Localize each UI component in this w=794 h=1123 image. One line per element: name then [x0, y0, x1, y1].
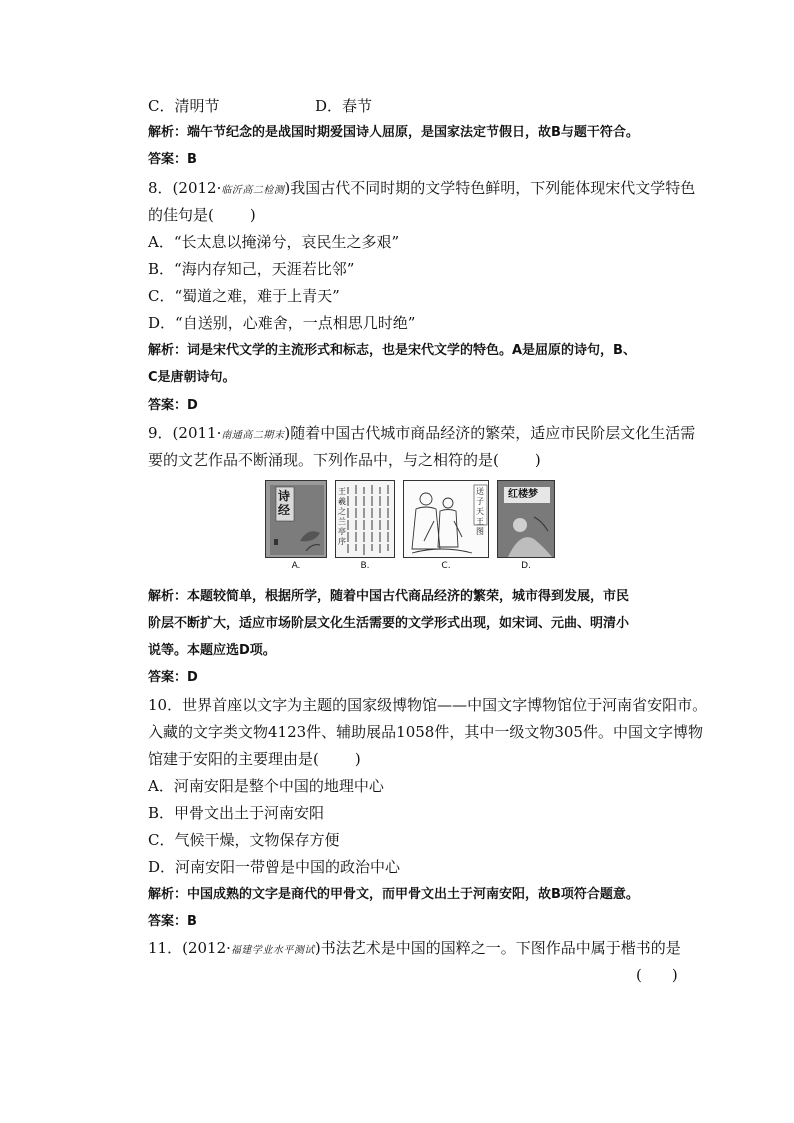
q11-number: 11．(2012· [148, 939, 231, 957]
q9-stem-text2: 要的文艺作品不断涌现。下列作品中，与之相符的是( [148, 451, 499, 469]
q10-stem-3 [148, 749, 361, 769]
q10-stem-2: 入藏的文字类文物4123件、辅助展品1058件，其中一级文物305件。中国文字博物 [148, 723, 703, 741]
q11-answer-paren: ( ) [636, 966, 678, 984]
q7-options-row [148, 96, 373, 116]
q10-explanation: 解析：中国成熟的文字是商代的甲骨文，而甲骨文出土于河南安阳，故B项符合题意。 [148, 887, 639, 902]
q9-source: 南通高二期末 [221, 430, 285, 441]
q8-explanation-2: C是唐朝诗句。 [148, 370, 236, 385]
figure-b-caption: B. [360, 561, 370, 571]
q9-number: 9．(2011· [148, 424, 222, 442]
q8-option-d: D．“自送别，心难舍，一点相思几时绝” [148, 314, 416, 332]
q9-answer: 答案：D [148, 670, 198, 685]
q8-stem [148, 178, 695, 201]
q7-explanation: 解析：端午节纪念的是战国时期爱国诗人屈原，是国家法定节假日，故B与题干符合。 [148, 125, 639, 140]
q8-answer: 答案：D [148, 398, 198, 413]
q9-stem [148, 423, 695, 446]
q11-stem [148, 938, 681, 961]
figure-c-painting [403, 480, 489, 558]
q8-number: 8．(2012· [148, 179, 222, 197]
figure-b-calligraphy [335, 480, 395, 558]
q10-option-d: D．河南安阳一带曾是中国的政治中心 [148, 858, 401, 876]
q8-option-c: C．“蜀道之难，难于上青天” [148, 287, 340, 305]
q8-explanation-1: 解析：词是宋代文学的主流形式和标志，也是宋代文学的特色。A是屈原的诗句，B、 [148, 343, 636, 358]
book-cover-image [266, 481, 327, 558]
q9-explanation-2: 阶层不断扩大，适应市场阶层文化生活需要的文学形式出现，如宋词、元曲、明清小 [148, 616, 630, 631]
q10-paren-close: ) [354, 750, 361, 768]
q8-stem-line2 [148, 205, 256, 225]
q10-stem-text3: 馆建于安阳的主要理由是( [148, 750, 319, 768]
figure-b-title: 王羲之兰亭序 [338, 487, 346, 546]
q11-stem-text: )书法艺术是中国的国粹之一。下图作品中属于楷书的是 [314, 939, 681, 957]
figure-d-caption: D. [521, 561, 531, 571]
q8-option-b: B．“海内存知己，天涯若比邻” [148, 260, 355, 278]
q9-explanation-3: 说等。本题应选D项。 [148, 643, 276, 658]
q8-option-a: A．“长太息以掩涕兮，哀民生之多艰” [148, 233, 400, 251]
q9-stem-text: )随着中国古代城市商品经济的繁荣，适应市民阶层文化生活需 [284, 424, 696, 442]
q8-paren-close: ) [249, 206, 256, 224]
q8-stem-text: )我国古代不同时期的文学特色鲜明，下列能体现宋代文学特色 [284, 179, 696, 197]
q9-figures [265, 480, 555, 570]
figure-a-title: 诗经 [278, 489, 291, 517]
q10-stem-1: 10．世界首座以文字为主题的国家级博物馆——中国文字博物馆位于河南省安阳市。 [148, 696, 708, 714]
q7-answer: 答案：B [148, 152, 197, 167]
q10-answer: 答案：B [148, 914, 197, 929]
q8-source: 临沂高二检测 [221, 185, 285, 196]
q9-paren-close: ) [534, 451, 541, 469]
q8-stem-text2: 的佳句是( [148, 206, 214, 224]
q9-stem-line2 [148, 450, 541, 470]
figure-d-title: 红楼梦 [508, 489, 538, 500]
figure-a-book-cover [265, 480, 327, 558]
q9-explanation-1: 解析：本题较简单，根据所学，随着中国古代商品经济的繁荣，城市得到发展，市民 [148, 589, 630, 604]
figure-d-book-cover [497, 480, 555, 558]
figure-a-caption: A. [291, 561, 301, 571]
figure-c-caption: C. [441, 561, 451, 571]
q10-option-b: B．甲骨文出土于河南安阳 [148, 804, 325, 822]
option-c: C．清明节 [148, 97, 220, 115]
option-d: D．春节 [315, 97, 373, 115]
q10-option-a: A．河南安阳是整个中国的地理中心 [148, 777, 384, 795]
figure-c-title: 送子天王图 [476, 487, 484, 536]
q10-option-c: C．气候干燥，文物保存方便 [148, 831, 340, 849]
q11-source: 福建学业水平测试 [230, 945, 315, 956]
